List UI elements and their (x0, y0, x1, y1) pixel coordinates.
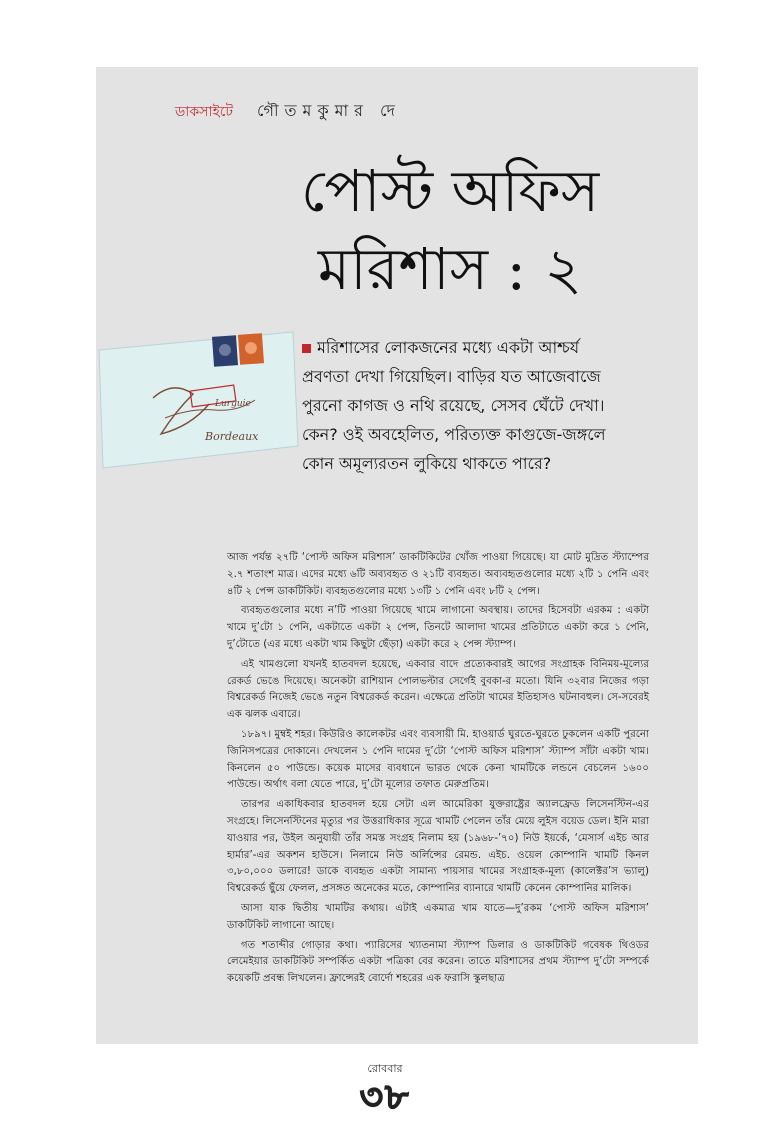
body-paragraph-4: ১৮৯৭। মুম্বই শহর। কিউরিও কালেকটর এবং ব্যবসায়ী মি. হাওয়ার্ড ঘুরতে-ঘুরতে ঢুকলেন একটি পুরনো জিনিসপত্রের দোকানে। দেখলেন ১ পেনি দামের দু’টো ‘পোস্ট অফিস মরিশাস’ স্ট্যাম্প সাঁটা একটা খাম। কিনলেন ৫০ পাউন্ডে। কয়েক মাসের ব্যবধানে ভারত থেকে কেনা খামটিকে লন্ডনে বেচলেন ১৬০০ পাউন্ডে। অর্থাৎ বলা যেতে পারে, দু’টো মূল্যের তফাত মেরুপ্রতিম। (227, 728, 649, 791)
intro-line-1: মরিশাসের লোকজনের মধ্যে একটা আশ্চর্য (302, 333, 682, 362)
intro-line-3: পুরনো কাগজ ও নথি রয়েছে, সেসব ঘেঁটে দেখা। (302, 396, 605, 415)
intro-line-4: কেন? ওই অবহেলিত, পরিত্যক্ত কাগুজে-জঙ্গলে (302, 425, 606, 444)
article-body (227, 550, 649, 991)
title-line-2: মরিশাস : ২ (317, 235, 583, 303)
body-paragraph-6: আসা যাক দ্বিতীয় খামটির কথায়। এটাই একমাত্র খাম যাতে—দু’রকম ‘পোস্ট অফিস মরিশাস’ ডাকটিকিট লাগানো আছে। (227, 902, 649, 931)
intro-line-5: কোন অমূল্যরতন লুকিয়ে থাকতে পারে? (302, 454, 552, 473)
body-paragraph-5: তারপর একাধিকবার হাতবদল হয়ে সেটা এল আমেরিকা যুক্তরাষ্ট্রের অ্যালফ্রেড লিসেনস্টিন-এর সংগ্রহে। লিসেনস্টিনের মৃত্যুর পর উত্তরাধিকার সূত্রে খামটি পেলেন তাঁর মেয়ে লুইস বয়েড ডেল। ইনি মারা যাওয়ার পর, উইল অনুযায়ী তাঁর সমস্ত সংগ্রহ নিলাম হয় (১৯৬৮-’৭০) নিউ ইয়র্কে, ‘মেসার্স এইচ আর হার্মার’-এর অকশন হাউসে। নিলামে নিউ অর্লিন্সের রেমন্ড. এইচ. ওয়েল কোম্পানি খামটি কিনল ৩,৮০,০০০ ডলারে! ডাকে ব্যবহৃত একটা সামান্য পায়সার খামের সংগ্রাহক-মূল্য (কালেক্টর’স ভ্যালু) বিশ্বরেকর্ড ছুঁয়ে ফেলল, প্রসঙ্গত অনেকের মতে, কোম্পানির ব্যানারে খামটি কেনেন কোম্পানির মালিক। (227, 799, 649, 895)
page-number: ৩৮ (359, 1076, 411, 1118)
envelope-inscription-2: Lurguie (215, 399, 251, 409)
body-paragraph-2: ব্যবহৃতগুলোর মধ্যে ন’টি পাওয়া গিয়েছে খামে লাগানো অবস্থায়। তাদের হিসেবটা এরকম : একটা খামে দু’টো ১ পেনি, একটাতে একটা ২ পেন্স, তিনটে আলাদা খামের প্রতিটাতে একটা করে ১ পেনি, দু’টোতে (এর মধ্যে একটা খাম কিছুটা ছেঁড়া) একটা করে ২ পেন্স স্ট্যাম্প। (227, 605, 649, 650)
stamped-envelope-image (95, 328, 300, 470)
article-title (220, 152, 680, 308)
intro-line-2: প্রবণতা দেখা গিয়েছিল। বাড়ির যত আজেবাজে (302, 367, 601, 386)
author-name: গৌতমকুমার দে (257, 101, 401, 120)
body-paragraph-1: আজ পর্যন্ত ২৭টি ‘পোস্ট অফিস মরিশাস’ ডাকটিকিটের খোঁজ পাওয়া গিয়েছে। যা মোট মুদ্রিত স্ট্যাম্পের ২.৭ শতাংশ মাত্র। এদের মধ্যে ৬টি অব্যবহৃত ও ২১টি ব্যবহৃত। অব্যবহৃতগুলোর মধ্যে ২টি ১ পেনি এবং ৪টি ২ পেন্স ডাকটিকিট। ব্যবহৃতগুলোর মধ্যে ১৩টি ১ পেনি এবং ৮টি ২ পেন্স। (227, 552, 649, 597)
body-paragraph-7: গত শতাব্দীর গোড়ার কথা। প্যারিসের খ্যাতনামা স্ট্যাম্প ডিলার ও ডাকটিকিট গবেষক থিওডর লেমেইয়ার ডাকটিকিট সম্পর্কিত একটা পত্রিকা বের করেন। তাতে মরিশাসের প্রথম স্ট্যাম্প দু’টো সম্পর্কে কয়েকটি প্রবন্ধ লিখলেন। ফ্রান্সেরই বোর্দো শহরের এক ফরাসি স্কুলছাত্র (227, 939, 649, 985)
intro-paragraph (302, 333, 682, 478)
title-line-1: পোস্ট অফিস (300, 157, 600, 225)
section-tag: ডাকসাইটে (175, 104, 234, 120)
red-square-icon (302, 344, 311, 353)
body-paragraph-3: এই খামগুলো যখনই হাতবদল হয়েছে, একবার বাদে প্রত্যেকবারই আগের সংগ্রাহক বিনিময়-মূল্যের রেকর্ড ভেঙে দিয়েছে। অনেকটা রাশিয়ান পোলভল্টার সের্গেই বুবকা-র মতো। যিনি ৩২বার নিজের গড়া বিশ্বরেকর্ড নিজেই ভেঙে নতুন বিশ্বরেকর্ড করেন। এক্ষেত্রে প্রতিটা খামের ইতিহাসও ঘটনাবহুল। সে-সবেরই এক ঝলক এবারে। (227, 658, 649, 721)
envelope-inscription-1: Bordeaux (205, 430, 259, 443)
magazine-name: রোববার (367, 1062, 403, 1075)
